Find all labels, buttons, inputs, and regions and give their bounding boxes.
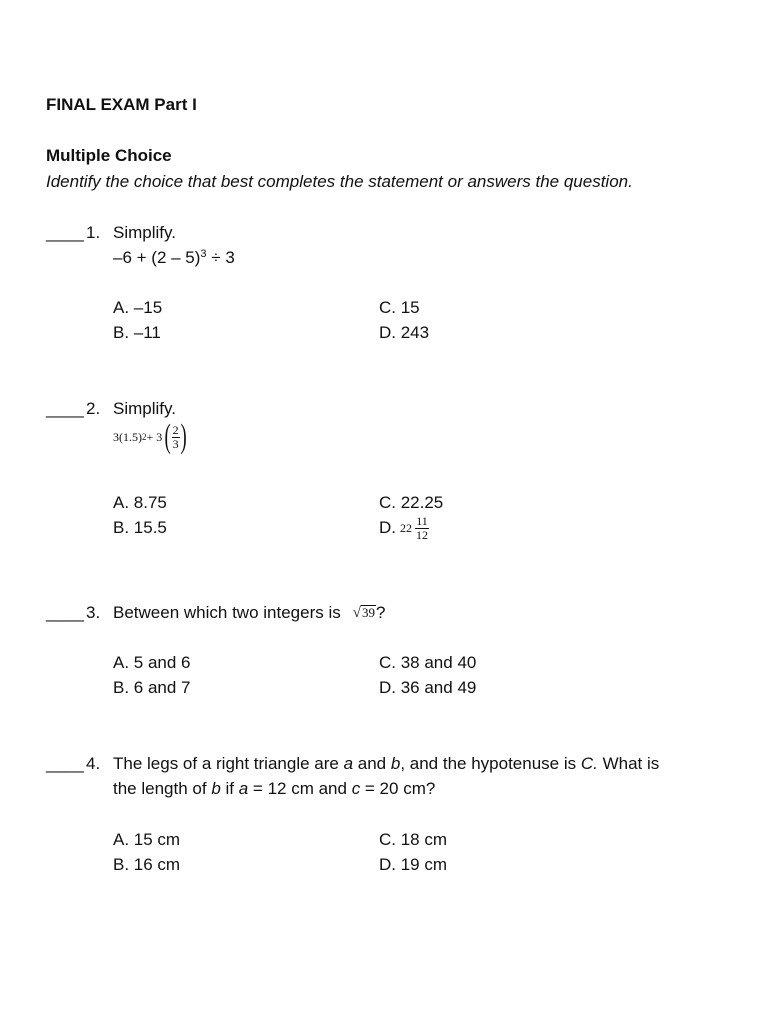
choice-d: D. 36 and 49 [379,678,477,697]
choice-c: C. 38 and 40 [379,653,477,672]
question-prompt [113,603,385,623]
prompt-text: The legs of a right triangle are [113,754,344,773]
choice-b: B. 15.5 [113,518,167,537]
question-number: 4. [86,754,101,773]
math-expression: 3(1.5) 2 + 3 ( $\frac{2}{3}$ ) [113,420,189,454]
choice-d: D. 243 [379,323,430,342]
fraction-numerator: 11 [416,514,428,528]
right-paren: ) [180,418,187,455]
instructions: Identify the choice that best completes the statement or answers the question. [46,172,633,191]
expr-part: –6 + (2 – 5) [113,248,201,267]
fraction-denominator: 3 [172,436,179,451]
variable-b: b [211,779,221,798]
radical-sign: √ [352,604,361,621]
fraction-denominator: 12 [416,527,428,542]
choice-d [379,515,427,541]
variable-c: c [351,779,361,798]
radicand: 39 [361,605,375,621]
variable-a: a [343,754,354,773]
answer-blank[interactable]: ____ [46,754,84,773]
left-paren: ( [164,418,172,455]
choice-c: C. 18 cm [379,830,448,849]
question-prompt: Simplify. [113,223,176,242]
prompt-text: if [220,779,239,798]
choice-a: A. –15 [113,298,163,317]
prompt-text: and [353,754,391,773]
question-prompt-line-1 [113,754,659,774]
choice-a: A. 8.75 [113,493,167,512]
question-number: 1. [86,223,101,242]
choice-b: B. 6 and 7 [113,678,191,697]
prompt-text: Between which two integers is [113,603,341,622]
expr-part: ÷ 3 [206,248,235,267]
answer-blank[interactable]: ____ [46,603,84,622]
answer-blank[interactable]: ____ [46,399,84,418]
question-prompt-line-2 [113,779,435,799]
fraction [415,515,429,541]
expr-part: 3(1.5) [113,429,142,444]
prompt-text: the length of [113,779,212,798]
choice-a: A. 5 and 6 [113,653,191,672]
question-number: 3. [86,603,101,622]
choice-label: D. [379,518,396,538]
section-heading: Multiple Choice [46,146,172,165]
prompt-text: = 20 cm? [360,779,436,798]
question-number: 2. [86,399,101,418]
mixed-number-whole: 22 [400,520,412,535]
expr-part: + 3 [146,429,163,444]
choice-a: A. 15 cm [113,830,181,849]
variable-a: a [238,779,249,798]
prompt-text: What is [597,754,660,773]
question-prompt: Simplify. [113,399,176,418]
choice-d: D. 19 cm [379,855,448,874]
math-expression [113,248,235,268]
parenthesized-fraction [162,420,189,454]
variable-b: b [390,754,401,773]
answer-blank[interactable]: ____ [46,223,84,242]
prompt-text: = 12 cm and [248,779,352,798]
question-mark: ? [375,603,386,622]
choice-c: C. 15 [379,298,420,317]
exponent: 3 [200,247,207,260]
choice-c: C. 22.25 [379,493,444,512]
variable-c: C. [580,754,598,773]
fraction [172,424,180,450]
choice-b: B. 16 cm [113,855,181,874]
prompt-text: , and the hypotenuse is [400,754,581,773]
square-root [353,605,376,620]
fraction-numerator: 2 [172,422,179,437]
choice-b: B. –11 [113,323,161,342]
page-title: FINAL EXAM Part I [46,95,197,114]
